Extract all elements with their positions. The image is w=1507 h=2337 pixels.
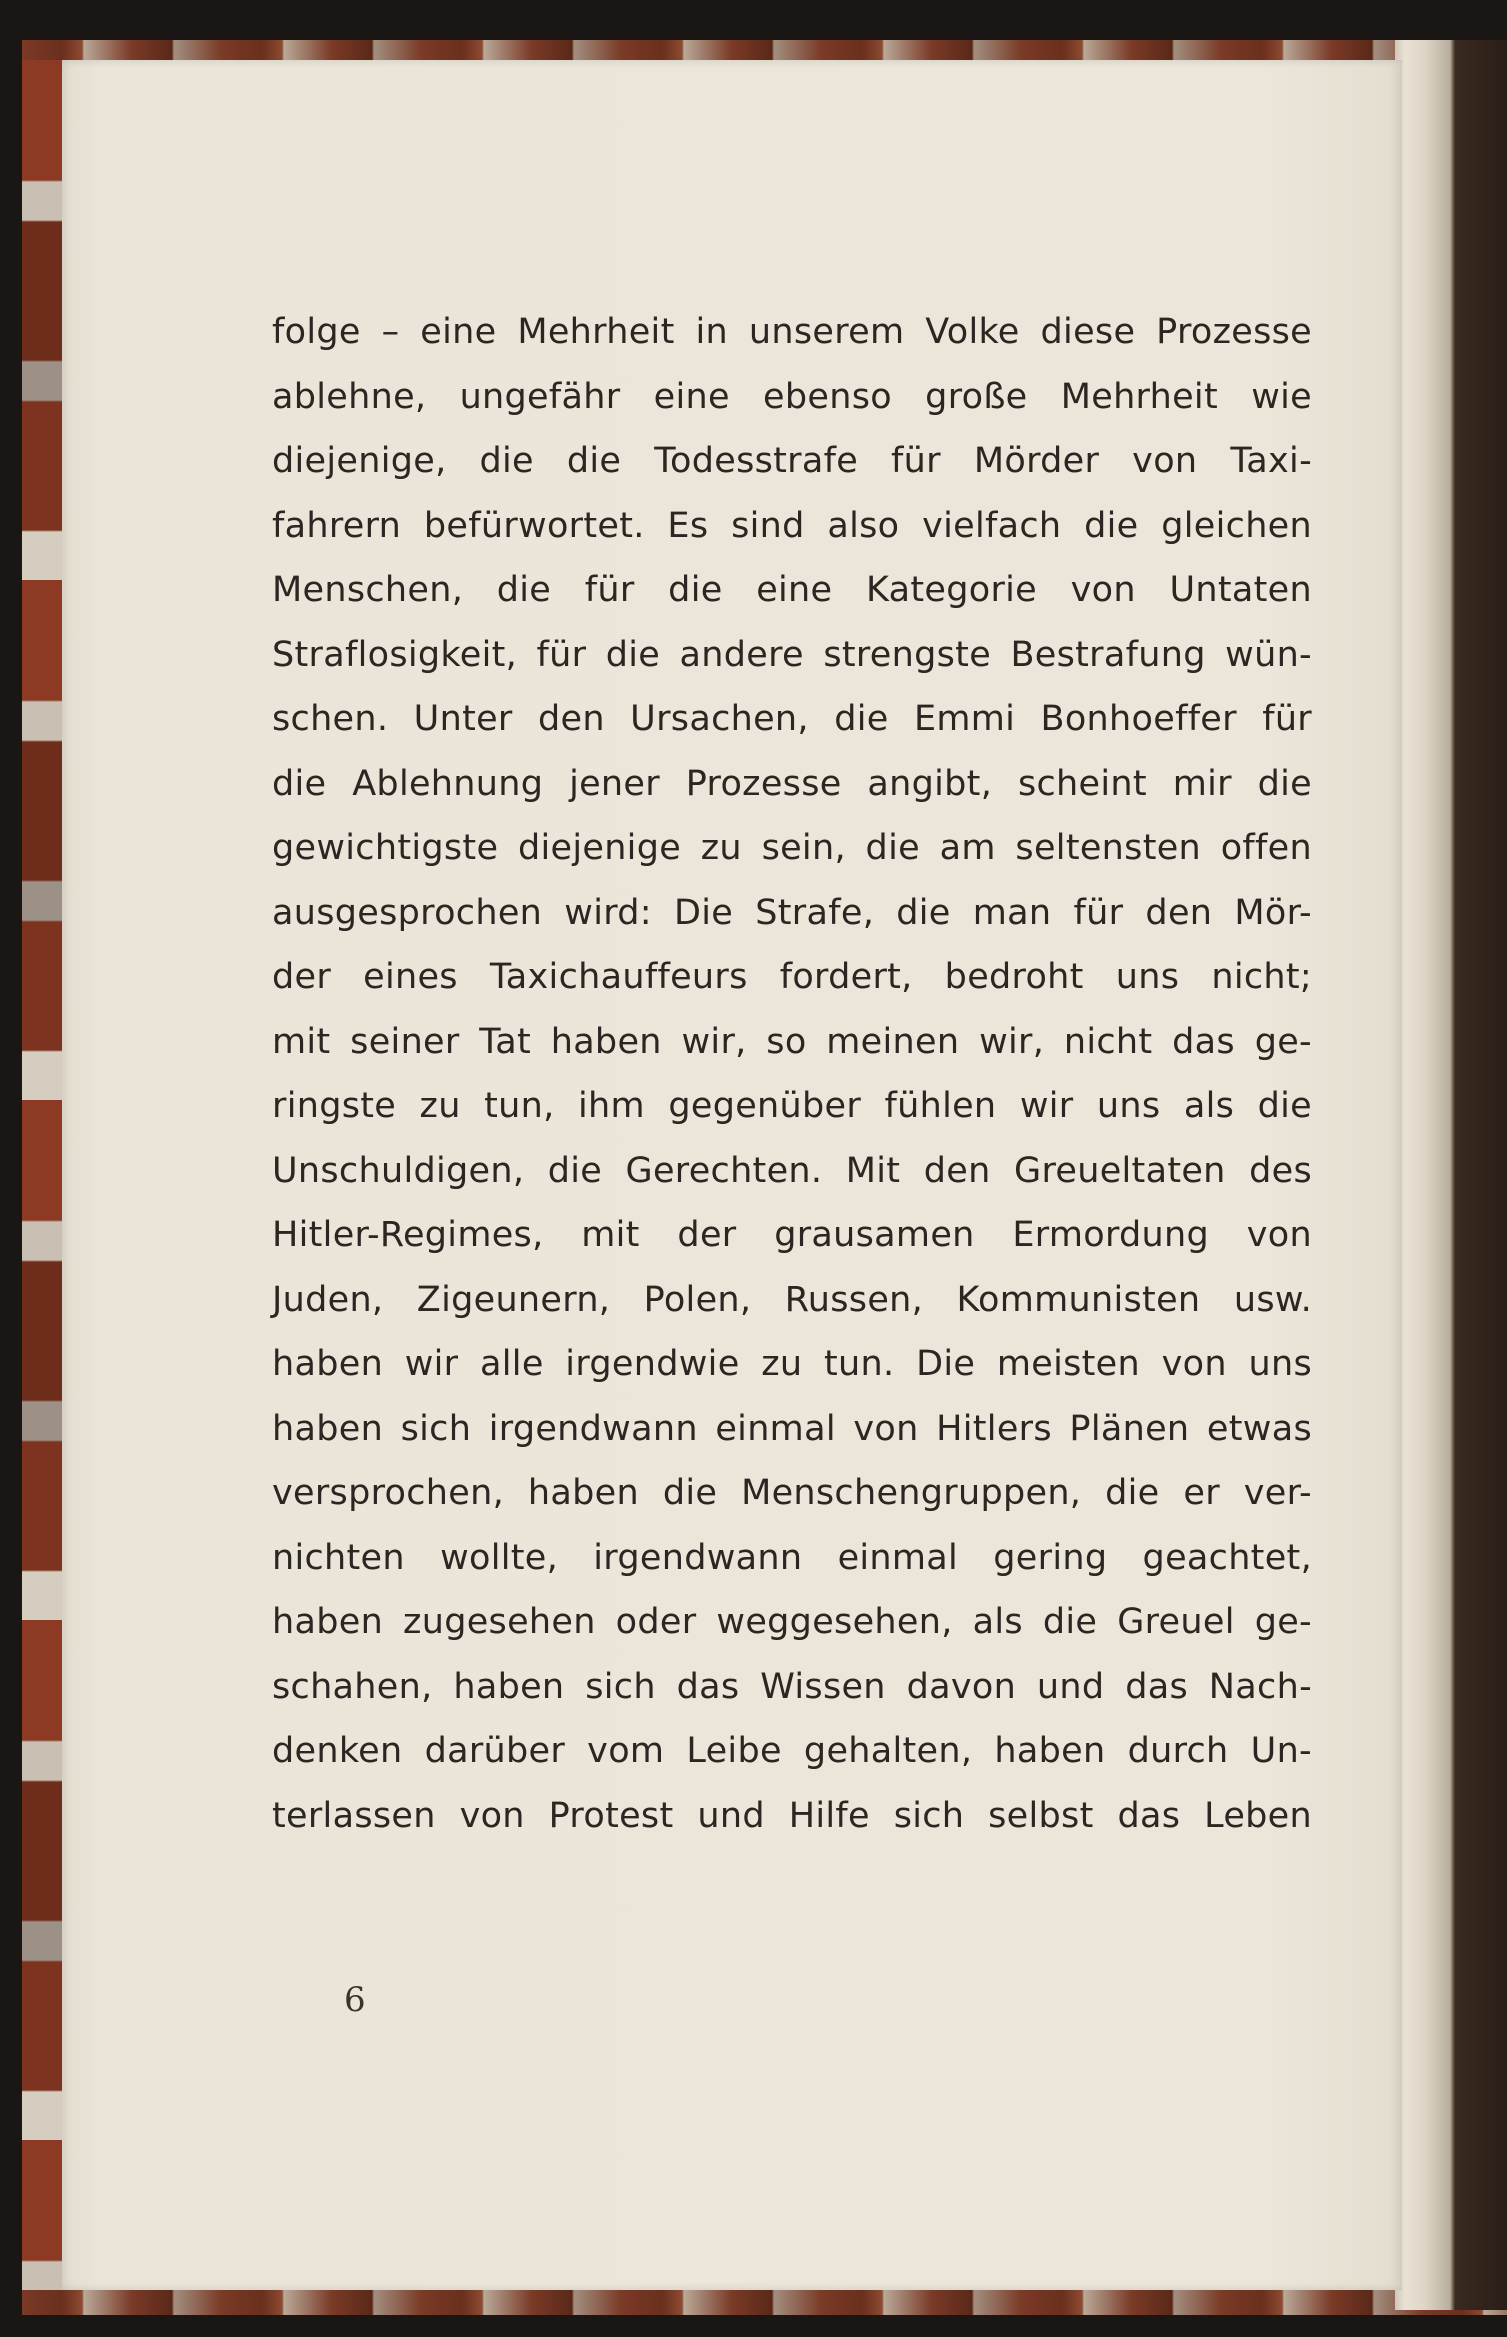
text-line: die Ablehnung jener Prozesse angibt, scheint mir die	[272, 763, 1312, 804]
text-line: ausgesprochen wird: Die Strafe, die man für den Mör-	[272, 892, 1312, 933]
text-line: fahrern befürwortet. Es sind also vielfach die gleichen	[272, 505, 1312, 546]
text-line: mit seiner Tat haben wir, so meinen wir, nicht das ge-	[272, 1021, 1312, 1062]
text-line: diejenige, die die Todesstrafe für Mörder von Taxi-	[272, 441, 1312, 481]
text-line: ringste zu tun, ihm gegenüber fühlen wir uns als die	[272, 1086, 1312, 1126]
text-line: der eines Taxichauffeurs fordert, bedroht uns nicht;	[272, 957, 1312, 997]
text-line: nichten wollte, irgendwann einmal gering geachtet,	[272, 1537, 1312, 1578]
text-line: haben zugesehen oder weggesehen, als die Greuel ge-	[272, 1602, 1312, 1642]
page-number: 6	[344, 1980, 366, 2020]
book-spine	[1395, 40, 1507, 2310]
text-line: terlassen von Protest und Hilfe sich selbst das Leben	[272, 1795, 1312, 1836]
text-line: versprochen, haben die Menschengruppen, die er ver-	[272, 1473, 1312, 1513]
text-line: Hitler-Regimes, mit der grausamen Ermordung von	[272, 1215, 1312, 1255]
text-line: Unschuldigen, die Gerechten. Mit den Greueltaten des	[272, 1150, 1312, 1191]
text-line: haben sich irgendwann einmal von Hitlers Plänen etwas	[272, 1408, 1312, 1449]
text-line: Juden, Zigeunern, Polen, Russen, Kommunisten usw.	[272, 1279, 1312, 1320]
text-line: Straflosigkeit, für die andere strengste Bestrafung wün-	[272, 634, 1312, 675]
text-line: ablehne, ungefähr eine ebenso große Mehrheit wie	[272, 376, 1312, 417]
body-text	[272, 300, 1312, 1848]
text-line: haben wir alle irgendwie zu tun. Die meisten von uns	[272, 1344, 1312, 1384]
text-line: denken darüber vom Leibe gehalten, haben durch Un-	[272, 1731, 1312, 1771]
cover-edge	[22, 60, 64, 2290]
text-line: schahen, haben sich das Wissen davon und das Nach-	[272, 1666, 1312, 1707]
text-line: folge – eine Mehrheit in unserem Volke diese Prozesse	[272, 312, 1312, 352]
text-line: schen. Unter den Ursachen, die Emmi Bonhoeffer für	[272, 699, 1312, 739]
text-line: gewichtigste diejenige zu sein, die am seltensten offen	[272, 828, 1312, 868]
text-line: Menschen, die für die eine Kategorie von Untaten	[272, 570, 1312, 610]
